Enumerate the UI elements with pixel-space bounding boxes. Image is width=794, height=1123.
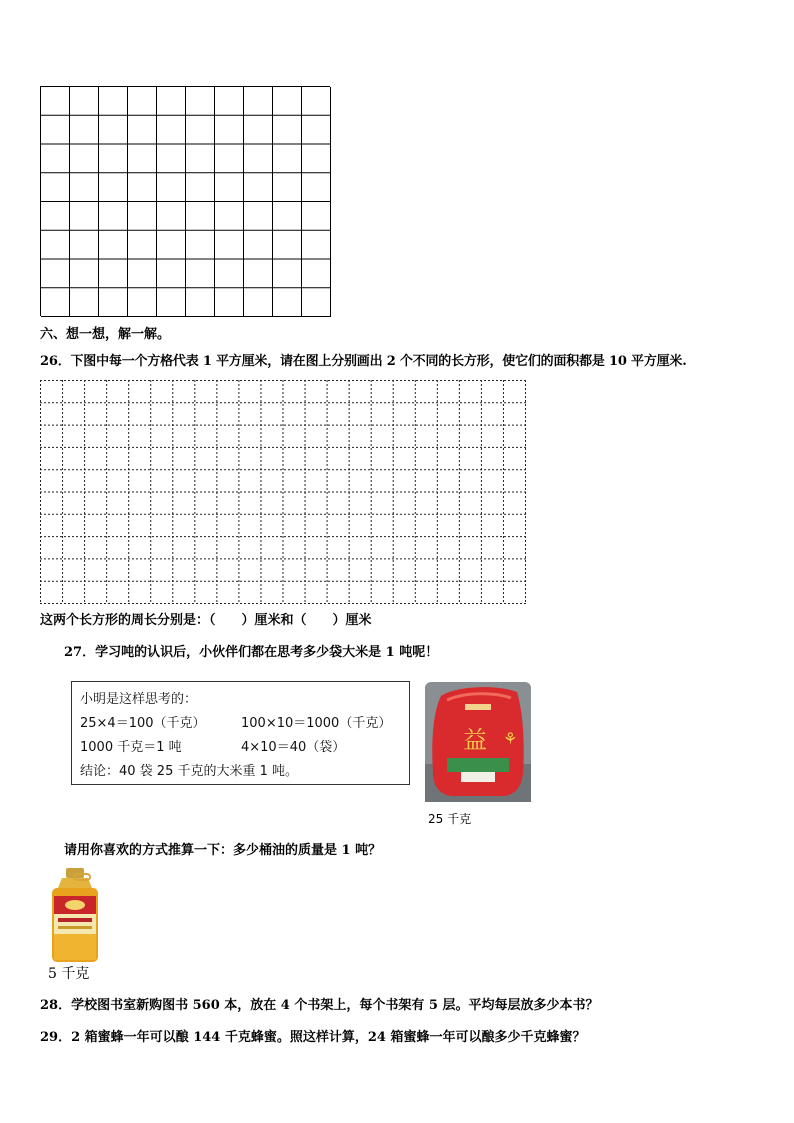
oil-caption: 5 千克 xyxy=(48,966,90,982)
blank-grid xyxy=(40,86,330,316)
svg-text:⚘: ⚘ xyxy=(503,729,518,748)
question-27: 27．学习吨的认识后，小伙伴们都在思考多少袋大米是 1 吨呢！ xyxy=(64,645,439,660)
question-26: 26．下图中每一个方格代表 1 平方厘米，请在图上分别画出 2 个不同的长方形，使它们的面积都是 10 平方厘米. xyxy=(40,354,687,369)
calc-4: 4×10＝40（袋） xyxy=(241,740,346,755)
conclusion: 结论：40 袋 25 千克的大米重 1 吨。 xyxy=(80,764,299,779)
question-26-answer-line: 这两个长方形的周长分别是：（ ）厘米和（ ）厘米 xyxy=(40,613,372,628)
thinking-intro: 小明是这样思考的： xyxy=(80,692,198,707)
question-28: 28．学校图书室新购图书 560 本，放在 4 个书架上，每个书架有 5 层。平均每层放多少本书？ xyxy=(40,998,599,1013)
rice-bag-image xyxy=(425,682,531,802)
rice-bag-label: 益 xyxy=(463,726,487,754)
oil-bottle-image xyxy=(48,868,102,964)
thinking-box xyxy=(71,681,410,785)
rice-caption: 25 千克 xyxy=(428,812,472,826)
calc-3: 1000 千克＝1 吨 xyxy=(80,740,182,755)
calc-2: 100×10＝1000（千克） xyxy=(241,716,392,731)
question-29: 29．2 箱蜜蜂一年可以酿 144 千克蜂蜜。照这样计算，24 箱蜜蜂一年可以酿多少千克蜂蜜？ xyxy=(40,1030,586,1045)
oil-question: 请用你喜欢的方式推算一下：多少桶油的质量是 1 吨？ xyxy=(64,843,382,858)
dashed-grid xyxy=(40,380,526,604)
section-heading: 六、想一想，解一解。 xyxy=(40,327,171,342)
calc-1: 25×4＝100（千克） xyxy=(80,716,206,731)
